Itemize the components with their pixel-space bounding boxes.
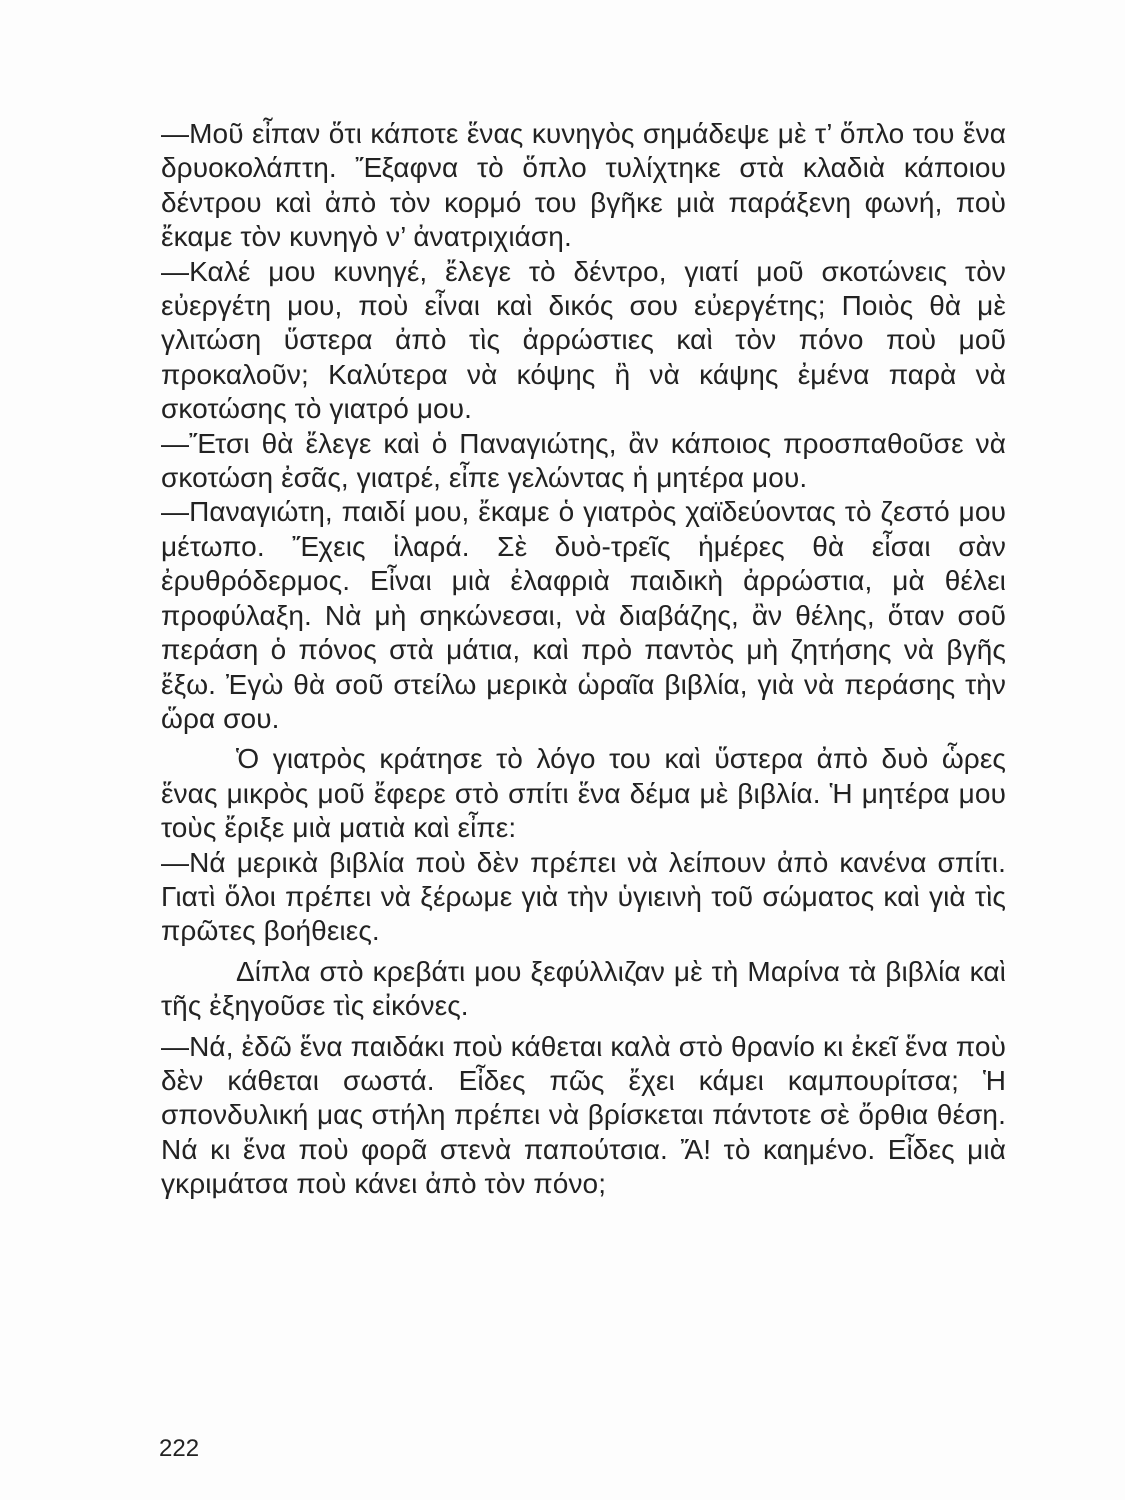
paragraph-4: —Παναγιώτη, παιδί μου, ἔκαμε ὁ γιατρὸς χαϊδεύοντας τὸ ζεστό μου μέτωπο. Ἔχεις ἱλαρά. Σὲ δυὸ-τρεῖς ἡμέρες θὰ εἶσαι σὰν ἐρυθρόδερμος. Εἶναι μιὰ ἐλαφριὰ παιδικὴ ἀρρώστια, μὰ θέλει προφύλαξη. Νὰ μὴ σηκώνεσαι, νὰ διαβάζης, ἂν θέλης, ὅταν σοῦ περάση ὁ πόνος στὰ μάτια, καὶ πρὸ παντὸς μὴ ζητήσης νὰ βγῆς ἔξω. Ἐγὼ θὰ σοῦ στείλω μερικὰ ὡραῖα βιβλία, γιὰ νὰ περάσης τὴν ὥρα σου.	[161, 496, 1006, 734]
paragraph-8: —Νά, ἐδῶ ἕνα παιδάκι ποὺ κάθεται καλὰ στὸ θρανίο κι ἐκεῖ ἕνα ποὺ δὲν κάθεται σωστά. Εἶδες πῶς ἔχει κάμει καμπουρίτσα; Ἡ σπονδυλική μας στήλη πρέπει νὰ βρίσκεται πάντοτε σὲ ὄρθια θέση. Νά κι ἕνα ποὺ φορᾶ στενὰ παπούτσια. Ἄ! τὸ καημένο. Εἶδες μιὰ γκριμάτσα ποὺ κάνει ἀπὸ τὸν πόνο;	[161, 1030, 1006, 1200]
paragraph-5: Ὁ γιατρὸς κράτησε τὸ λόγο του καὶ ὕστερα ἀπὸ δυὸ ὧρες ἕνας μικρὸς μοῦ ἔφερε στὸ σπίτι ἕνα δέμα μὲ βιβλία. Ἡ μητέρα μου τοὺς ἔριξε μιὰ ματιὰ καὶ εἶπε:	[161, 743, 1006, 844]
paragraph-3: —Ἔτσι θὰ ἔλεγε καὶ ὁ Παναγιώτης, ἂν κάποιος προσπαθοῦσε νὰ σκοτώση ἐσᾶς, γιατρέ, εἶπε γελώντας ἡ μητέρα μου.	[161, 427, 1006, 494]
paragraph-2: —Καλέ μου κυνηγέ, ἔλεγε τὸ δέντρο, γιατί μοῦ σκοτώνεις τὸν εὐεργέτη μου, ποὺ εἶναι καὶ δικός σου εὐεργέτης; Ποιὸς θὰ μὲ γλιτώση ὕστερα ἀπὸ τὶς ἀρρώστιες καὶ τὸν πόνο ποὺ μοῦ προκαλοῦν; Καλύτερα νὰ κόψης ἢ νὰ κάψης ἐμένα παρὰ νὰ σκοτώσης τὸ γιατρό μου.	[161, 255, 1006, 425]
paragraph-7: Δίπλα στὸ κρεβάτι μου ξεφύλλιζαν μὲ τὴ Μαρίνα τὰ βιβλία καὶ τῆς ἐξηγοῦσε τὶς εἰκόνες.	[161, 955, 1006, 1022]
page-number: 222	[159, 1435, 200, 1462]
paragraph-6: —Νά μερικὰ βιβλία ποὺ δὲν πρέπει νὰ λείπουν ἀπὸ κανένα σπίτι. Γιατὶ ὅλοι πρέπει νὰ ξέρωμε γιὰ τὴν ὑγιεινὴ τοῦ σώματος καὶ γιὰ τὶς πρῶτες βοήθειες.	[161, 846, 1006, 947]
body-text	[161, 117, 1006, 1202]
paragraph-1: —Μοῦ εἶπαν ὅτι κάποτε ἕνας κυνηγὸς σημάδεψε μὲ τ’ ὅπλο του ἕνα δρυοκολάπτη. Ἔξαφνα τὸ ὅπλο τυλίχτηκε στὰ κλαδιὰ κάποιου δέντρου καὶ ἀπὸ τὸν κορμό του βγῆκε μιὰ παράξενη φωνή, ποὺ ἔκαμε τὸν κυνηγὸ ν’ ἀνατριχιάση.	[161, 118, 1006, 253]
